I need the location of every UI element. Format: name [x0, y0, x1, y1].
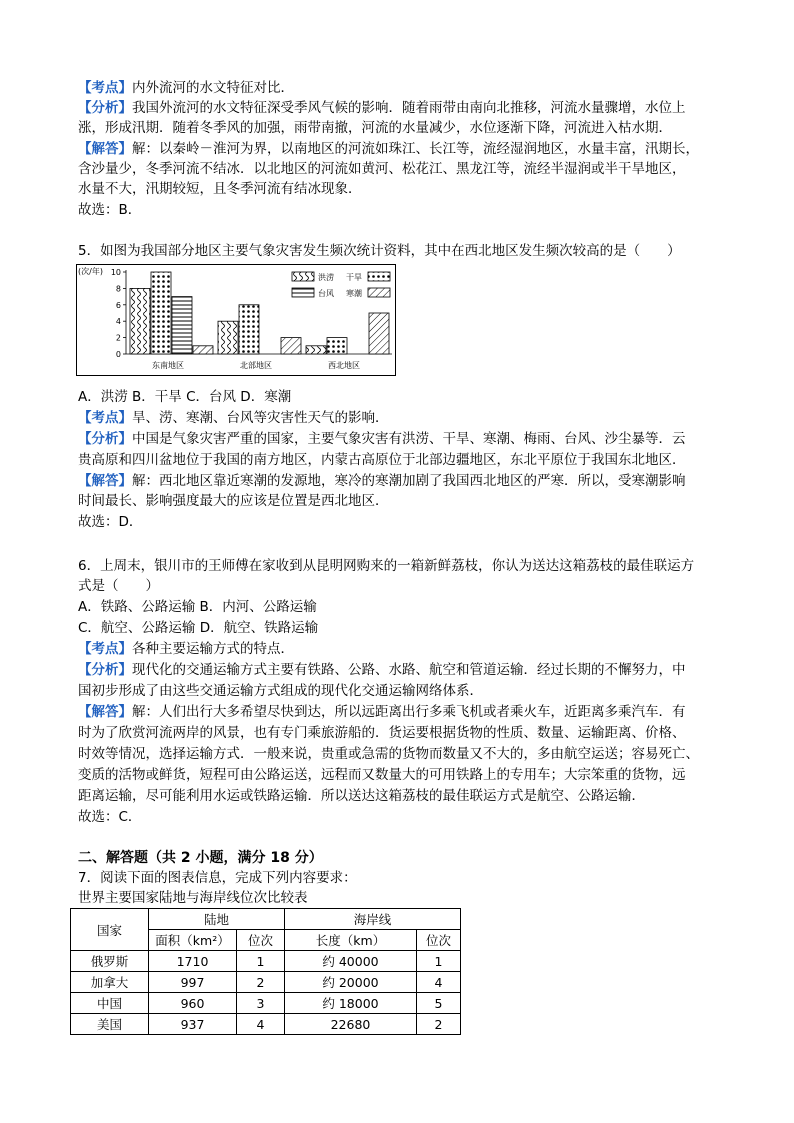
kaodian-text: 各种主要运输方式的特点． — [132, 641, 294, 657]
bar — [239, 305, 259, 354]
q5-jieda-2: 时间最长、影响强度最大的应该是位置是西北地区． — [78, 493, 389, 509]
cell-coast-rank: 1 — [417, 951, 461, 972]
q6-jieda-1 — [78, 702, 686, 722]
jieda-tag: 【解答】 — [78, 473, 132, 489]
cell-country: 加拿大 — [71, 972, 149, 993]
cell-country: 俄罗斯 — [71, 951, 149, 972]
legend-label: 台风 — [318, 289, 334, 298]
cell-coast-rank: 2 — [417, 1014, 461, 1035]
q5-kaodian — [78, 408, 389, 428]
fenxi-tag: 【分析】 — [78, 662, 132, 678]
cell-country: 中国 — [71, 993, 149, 1014]
q6-jieda-5: 距离运输，尽可能利用水运或铁路运输．所以送达这箱荔枝的最佳联运方式是航空、公路运输． — [78, 788, 645, 804]
legend-label: 洪涝 — [318, 273, 334, 282]
y-tick-label: 0 — [115, 350, 121, 359]
q7-intro: 7．阅读下面的图表信息，完成下列内容要求： — [78, 870, 357, 886]
section-heading: 二、解答题（共 2 小题，满分 18 分） — [78, 850, 323, 866]
cell-length: 约 18000 — [285, 993, 417, 1014]
bar — [369, 313, 389, 354]
q6-stem-2: 式是（ ） — [78, 578, 159, 594]
y-tick-label: 2 — [115, 333, 121, 343]
jieda-text: 解：人们出行大多希望尽快到达，所以远距离出行多乘飞机或者乘火车，近距离多乘汽车．有 — [132, 704, 686, 720]
cell-land-rank: 3 — [237, 993, 285, 1014]
q4-kaodian — [78, 78, 294, 98]
q5-fenxi-1 — [78, 429, 686, 449]
comparison-table — [70, 908, 461, 1035]
q5-answer: 故选：D． — [78, 514, 143, 530]
cell-length: 22680 — [285, 1014, 417, 1035]
kaodian-tag: 【考点】 — [78, 80, 132, 96]
legend-label: 寒潮 — [346, 289, 362, 298]
header-land: 陆地 — [149, 909, 285, 930]
header-land-rank: 位次 — [237, 930, 285, 951]
cell-length: 约 40000 — [285, 951, 417, 972]
bar — [172, 297, 192, 354]
cell-area: 960 — [149, 993, 237, 1014]
q6-stem-1: 6．上周末，银川市的王师傅在家收到从昆明网购来的一箱新鲜荔枝，你认为送达这箱荔枝的最佳联运方 — [78, 558, 695, 574]
bar — [151, 272, 171, 354]
cell-land-rank: 1 — [237, 951, 285, 972]
q6-kaodian — [78, 639, 294, 659]
header-length: 长度（km） — [285, 930, 417, 951]
bar — [130, 288, 150, 354]
q4-fenxi-1 — [78, 98, 686, 118]
table-row — [71, 1014, 461, 1035]
fenxi-text: 我国外流河的水文特征深受季风气候的影响．随着雨带由南向北推移，河流水量骤增，水位上 — [132, 100, 686, 116]
cell-land-rank: 2 — [237, 972, 285, 993]
disaster-frequency-chart — [76, 264, 396, 376]
cell-land-rank: 4 — [237, 1014, 285, 1035]
cell-area: 1710 — [149, 951, 237, 972]
bar — [281, 338, 301, 354]
table-header-row — [71, 909, 461, 930]
y-tick-label: 4 — [115, 317, 121, 327]
jieda-text: 解：以秦岭－淮河为界，以南地区的河流如珠江、长江等，流经湿润地区，水量丰富，汛期长， — [132, 141, 699, 157]
table-row — [71, 993, 461, 1014]
q4-fenxi-2: 涨，形成汛期．随着冬季风的加强，雨带南撤，河流的水量减少，水位逐渐下降，河流进入枯水期． — [78, 120, 672, 136]
bar — [193, 346, 213, 354]
fenxi-text: 现代化的交通运输方式主要有铁路、公路、水路、航空和管道运输．经过长期的不懈努力，中 — [132, 662, 686, 678]
q6-jieda-2: 时为了欣赏河流两岸的风景，也有专门乘旅游船的．货运要根据货物的性质、数量、运输距离、价格、 — [78, 725, 686, 741]
header-coastline: 海岸线 — [285, 909, 461, 930]
bar — [327, 338, 347, 354]
kaodian-tag: 【考点】 — [78, 410, 132, 426]
header-coast-rank: 位次 — [417, 930, 461, 951]
q4-jieda-2: 含沙量少，冬季河流不结冰．以北地区的河流如黄河、松花江、黑龙江等，流经半湿润或半干旱地区， — [78, 161, 686, 177]
q4-jieda-3: 水量不大，汛期较短，且冬季河流有结冰现象． — [78, 181, 362, 197]
q5-jieda-1 — [78, 471, 686, 491]
bar — [218, 321, 238, 354]
cell-country: 美国 — [71, 1014, 149, 1035]
q5-stem: 5．如图为我国部分地区主要气象灾害发生频次统计资料，其中在西北地区发生频次较高的是（ ） — [78, 243, 681, 259]
kaodian-text: 旱、涝、寒潮、台风等灾害性天气的影响． — [132, 410, 389, 426]
header-country: 国家 — [71, 909, 149, 951]
q6-fenxi-1 — [78, 660, 686, 680]
cell-area: 997 — [149, 972, 237, 993]
fenxi-tag: 【分析】 — [78, 431, 132, 447]
q5-fenxi-2: 贵高原和四川盆地位于我国的南方地区，内蒙古高原位于北部边疆地区，东北平原位于我国东北地区． — [78, 452, 686, 468]
legend-swatch — [368, 272, 390, 281]
cell-length: 约 20000 — [285, 972, 417, 993]
x-tick-label: 东南地区 — [152, 361, 184, 370]
q4-jieda-1 — [78, 139, 699, 159]
y-tick-label: 8 — [115, 284, 121, 294]
q4-answer: 故选：B． — [78, 202, 142, 218]
q6-fenxi-2: 国初步形成了由这些交通运输方式组成的现代化交通运输网络体系． — [78, 683, 483, 699]
x-tick-label: 西北地区 — [328, 361, 360, 370]
q6-options-2: C．航空、公路运输 D．航空、铁路运输 — [78, 620, 319, 636]
legend-label: 干旱 — [346, 273, 362, 282]
q6-options-1: A．铁路、公路运输 B．内河、公路运输 — [78, 599, 317, 615]
table-row — [71, 951, 461, 972]
fenxi-tag: 【分析】 — [78, 100, 132, 116]
table-title: 世界主要国家陆地与海岸线位次比较表 — [78, 890, 308, 906]
bar — [306, 346, 326, 354]
x-tick-label: 北部地区 — [240, 361, 272, 370]
y-tick-label: 10 — [110, 268, 121, 277]
jieda-text: 解：西北地区靠近寒潮的发源地，寒冷的寒潮加剧了我国西北地区的严寒．所以，受寒潮影响 — [132, 473, 686, 489]
q6-jieda-4: 变质的活物或鲜货，短程可由公路运送，远程而又数量大的可用铁路上的专用车；大宗笨重的货物，远 — [78, 767, 686, 783]
cell-coast-rank: 4 — [417, 972, 461, 993]
fenxi-text: 中国是气象灾害严重的国家，主要气象灾害有洪涝、干旱、寒潮、梅雨、台风、沙尘暴等．云 — [132, 431, 686, 447]
cell-area: 937 — [149, 1014, 237, 1035]
q6-answer: 故选：C． — [78, 809, 142, 825]
y-tick-label: 6 — [115, 300, 121, 310]
jieda-tag: 【解答】 — [78, 704, 132, 720]
cell-coast-rank: 5 — [417, 993, 461, 1014]
legend-swatch — [292, 288, 314, 297]
legend-swatch — [368, 288, 390, 297]
legend-swatch — [292, 272, 314, 281]
y-axis-label: (次/年) — [78, 267, 103, 276]
q6-jieda-3: 时效等情况，选择运输方式．一般来说，贵重或急需的货物而数量又不大的，多由航空运送；容易死亡、 — [78, 746, 699, 762]
jieda-tag: 【解答】 — [78, 141, 132, 157]
q5-options: A．洪涝 B．干旱 C．台风 D．寒潮 — [78, 389, 292, 405]
table-row — [71, 972, 461, 993]
header-area: 面积（km²） — [149, 930, 237, 951]
kaodian-tag: 【考点】 — [78, 641, 132, 657]
kaodian-text: 内外流河的水文特征对比． — [132, 80, 294, 96]
